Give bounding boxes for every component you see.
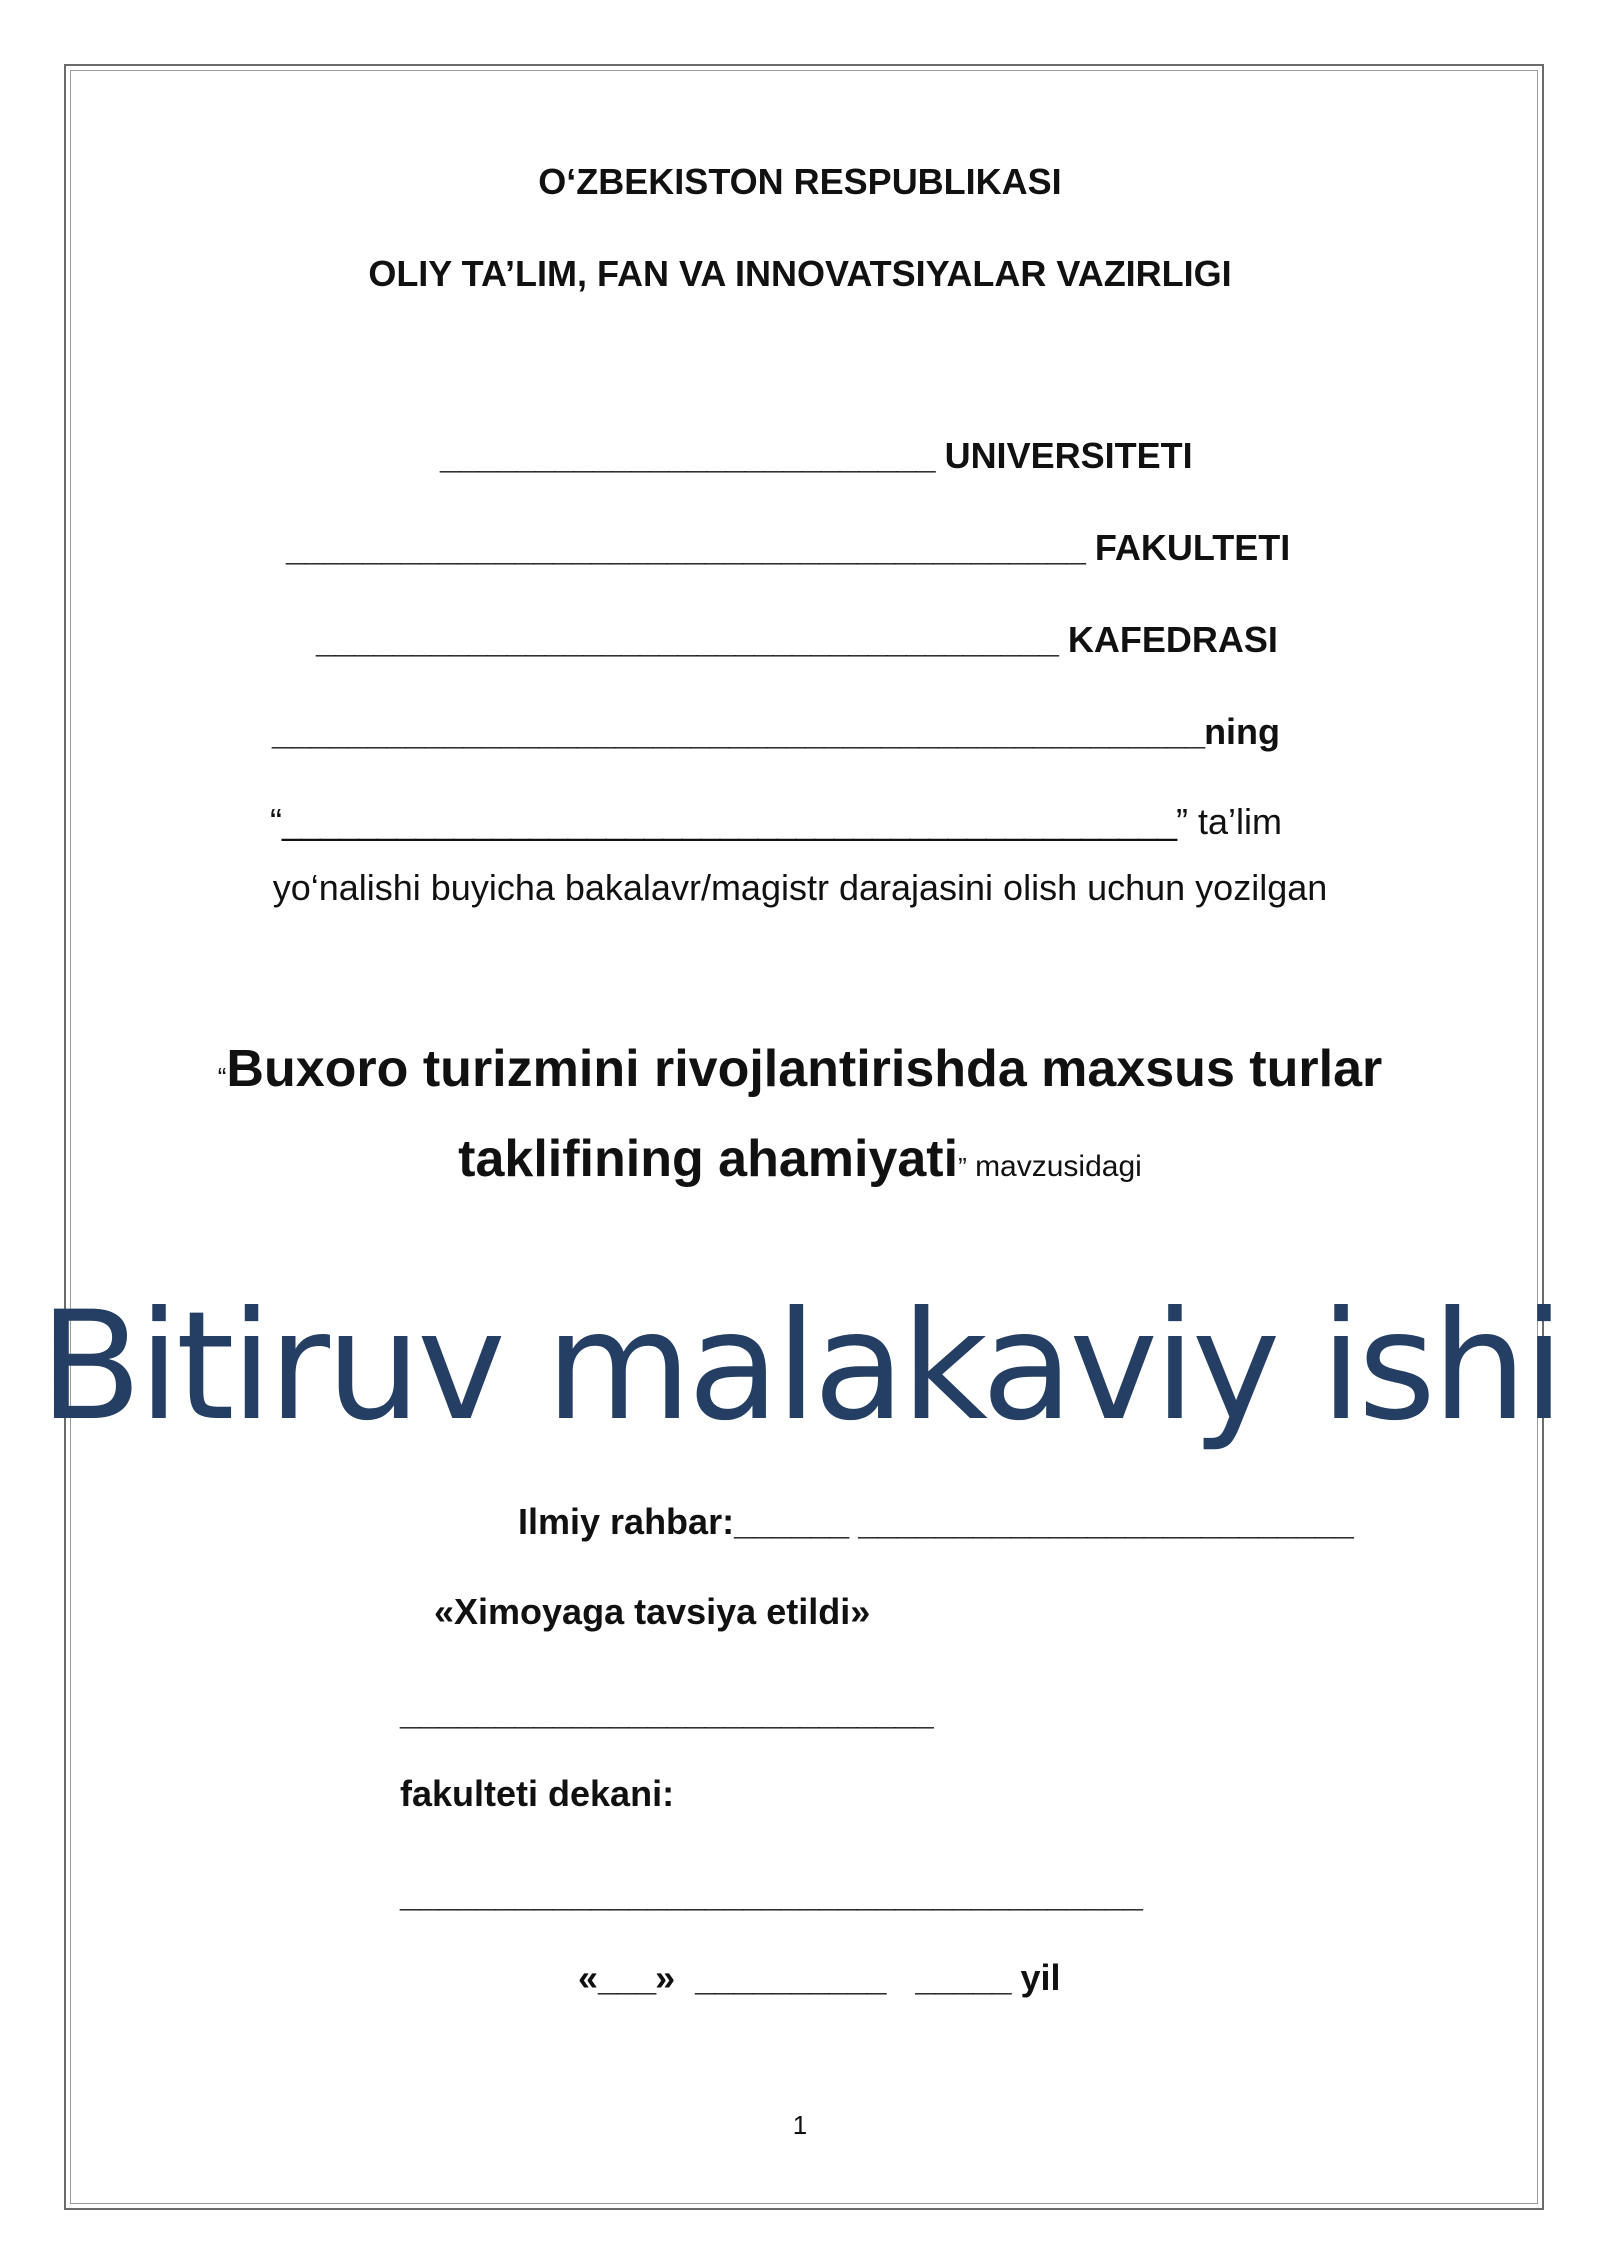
faculty-label: FAKULTETI	[1084, 527, 1291, 568]
date-day-blank: ___	[598, 1957, 656, 1998]
degree-purpose-text: yo‘nalishi buyicha bakalavr/magistr darajasini olish uchun yozilgan	[272, 867, 1328, 908]
topic-line-2-text: taklifining ahamiyati	[458, 1130, 959, 1188]
direction-line	[270, 800, 1282, 844]
topic-close-quote: ”	[958, 1152, 967, 1182]
date-line	[578, 1956, 1061, 2000]
thesis-topic	[0, 1028, 1600, 1208]
date-open-quote: «	[578, 1957, 599, 1998]
document-title: Bitiruv malakaviy ishi	[39, 1280, 1561, 1454]
student-blank: _________________________________________________	[272, 711, 1205, 752]
direction-blank: _______________________________________________	[282, 801, 1177, 842]
faculty-name-blank: ____________________________	[400, 1691, 933, 1732]
date-close-quote: »	[655, 1957, 676, 1998]
ministry-heading: OLIY TA’LIM, FAN VA INNOVATSIYALAR VAZIRLIGI	[368, 253, 1232, 294]
department-label: KAFEDRASI	[1057, 619, 1278, 660]
topic-open-quote: “	[217, 1062, 227, 1092]
dean-label: fakulteti dekani:	[400, 1773, 675, 1814]
supervisor-label: Ilmiy rahbar:	[518, 1501, 735, 1542]
date-month-blank: __________	[695, 1957, 886, 1998]
student-line	[272, 710, 1280, 754]
topic-line-1	[0, 1028, 1600, 1118]
topic-line-2	[0, 1118, 1600, 1208]
faculty-line	[286, 526, 1290, 570]
date-year-label: yil	[1010, 1957, 1061, 1998]
department-blank: _______________________________________	[316, 619, 1058, 660]
student-suffix: ning	[1204, 711, 1281, 752]
university-blank: __________________________	[440, 435, 935, 476]
faculty-blank: __________________________________________	[286, 527, 1085, 568]
supervisor-blank-1: ______	[734, 1501, 849, 1542]
topic-suffix: mavzusidagi	[966, 1150, 1142, 1183]
topic-line-1-text: Buxoro turizmini rivojlantirishda maxsus turlar	[226, 1040, 1383, 1098]
supervisor-line	[518, 1500, 1353, 1544]
republic-heading: O‘ZBEKISTON RESPUBLIKASI	[538, 161, 1062, 202]
dean-signature-blank: _______________________________________	[400, 1873, 1142, 1914]
supervisor-blank-2: __________________________	[858, 1501, 1353, 1542]
direction-close: ” ta’lim	[1176, 801, 1283, 842]
university-label: UNIVERSITETI	[934, 435, 1193, 476]
date-year-blank: _____	[915, 1957, 1011, 1998]
recommend-text: «Ximoyaga tavsiya etildi»	[434, 1591, 871, 1632]
university-line	[440, 434, 1193, 478]
page-number: 1	[792, 2110, 808, 2140]
direction-open-quote: “	[270, 801, 282, 842]
department-line	[316, 618, 1278, 662]
